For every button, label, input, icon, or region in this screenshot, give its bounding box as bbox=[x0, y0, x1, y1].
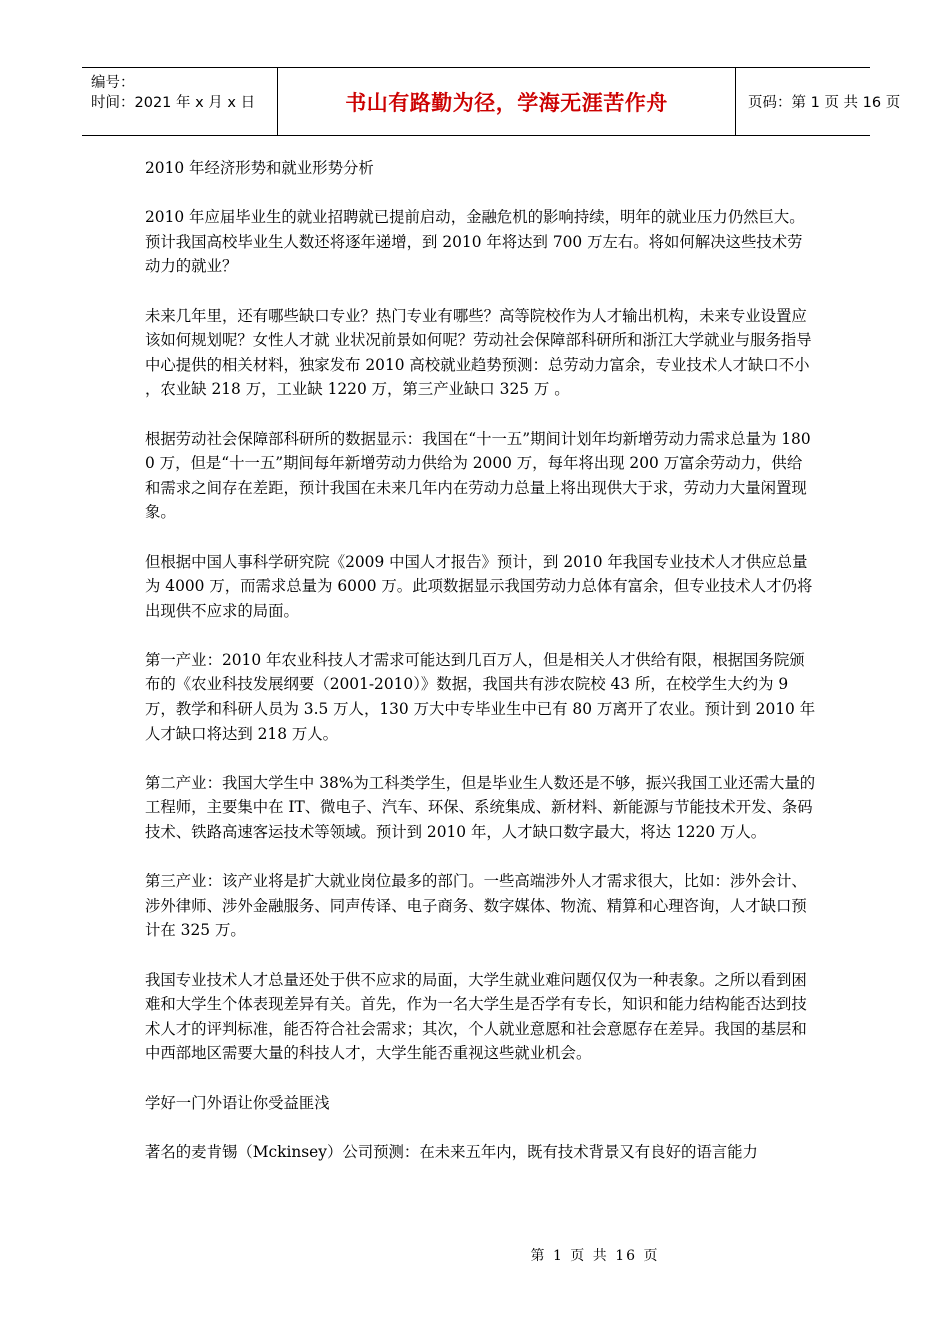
paragraph: 第三产业：该产业将是扩大就业岗位最多的部门。一些高端涉外人才需求很大，比如：涉外会计、涉外律师、涉外金融服务、同声传译、电子商务、数字媒体、物流、精算和心理咨询，人才缺口预计在 325 万。 bbox=[145, 872, 807, 940]
header-info-cell bbox=[82, 68, 278, 135]
section-heading: 学好一门外语让你受益匪浅 bbox=[145, 1093, 330, 1112]
header-motto-cell bbox=[278, 68, 736, 135]
paragraph: 第一产业：2010 年农业科技人才需求可能达到几百万人，但是相关人才供给有限，根据国务院颁布的《农业科技发展纲要（2001-2010）》数据，我国共有涉农院校 43 所，在校学生大约为 9 万，教学和科研人员为 3.5 万人，130 万大中专毕业生中已有 80 万离开了农业。预计到 2010 年人才缺口将达到 218 万人。 bbox=[145, 650, 816, 743]
paragraph: 我国专业技术人才总量还处于供不应求的局面，大学生就业难问题仅仅为一种表象。之所以看到困难和大学生个体表现差异有关。首先，作为一名大学生是否学有专长，知识和能力结构能否达到技术人才的评判标准，能否符合社会需求；其次，个人就业意愿和社会意愿存在差异。我国的基层和中西部地区需要大量的科技人才，大学生能否重视这些就业机会。 bbox=[145, 970, 807, 1063]
document-title: 2010 年经济形势和就业形势分析 bbox=[145, 159, 374, 177]
header-page-number: 页码：第 1 页 共 16 页 bbox=[748, 95, 901, 111]
paragraph: 但根据中国人事科学研究院《2009 中国人才报告》预计，到 2010 年我国专业技术人才供应总量为 4000 万，而需求总量为 6000 万。此项数据显示我国劳动力总体有富余，但专业技术人才仍将出现供不应求的局面。 bbox=[145, 552, 813, 620]
header-page-cell bbox=[736, 68, 901, 135]
paragraph: 根据劳动社会保障部科研所的数据显示：我国在“十一五”期间计划年均新增劳动力需求总量为 1800 万，但是“十一五”期间每年新增劳动力供给为 2000 万，每年将出现 200 万富余劳动力，供给和需求之间存在差距，预计我国在未来几年内在劳动力总量上将出现供大于求，劳动力大量闲置现象。 bbox=[145, 429, 811, 522]
document-date-label: 时间：2021 年 x 月 x 日 bbox=[91, 95, 256, 111]
footer-page-number: 第 1 页 共 16 页 bbox=[530, 1248, 660, 1264]
motto-text: 书山有路勤为径，学海无涯苦作舟 bbox=[345, 90, 668, 115]
paragraph: 第二产业：我国大学生中 38%为工科类学生，但是毕业生人数还是不够，振兴我国工业还需大量的工程师，主要集中在 IT、微电子、汽车、环保、系统集成、新材料、新能源与节能技术开发、条码技术、铁路高速客运技术等领域。预计到 2010 年，人才缺口数字最大，将达 1220 万人。 bbox=[145, 773, 816, 842]
page-header bbox=[82, 67, 901, 136]
paragraph: 2010 年应届毕业生的就业招聘就已提前启动，金融危机的影响持续，明年的就业压力仍然巨大。预计我国高校毕业生人数还将逐年递增，到 2010 年将达到 700 万左右。将如何解决这些技术劳动力的就业？ bbox=[145, 208, 805, 276]
paragraph: 著名的麦肯锡（Mckinsey）公司预测：在未来五年内，既有技术背景又有良好的语言能力 bbox=[145, 1142, 758, 1161]
page-footer bbox=[0, 1245, 950, 1265]
document-body bbox=[145, 156, 817, 1189]
document-number-label: 编号： bbox=[91, 75, 135, 91]
paragraph: 未来几年里，还有哪些缺口专业？热门专业有哪些？高等院校作为人才输出机构，未来专业设置应该如何规划呢？女性人才就 业状况前景如何呢？劳动社会保障部科研所和浙江大学就业与服务指导中心提供的相关材料，独家发布 2010 高校就业趋势预测：总劳动力富余，专业技术人才缺口不小 ，农业缺 218 万，工业缺 1220 万，第三产业缺口 325 万 。 bbox=[145, 306, 812, 399]
